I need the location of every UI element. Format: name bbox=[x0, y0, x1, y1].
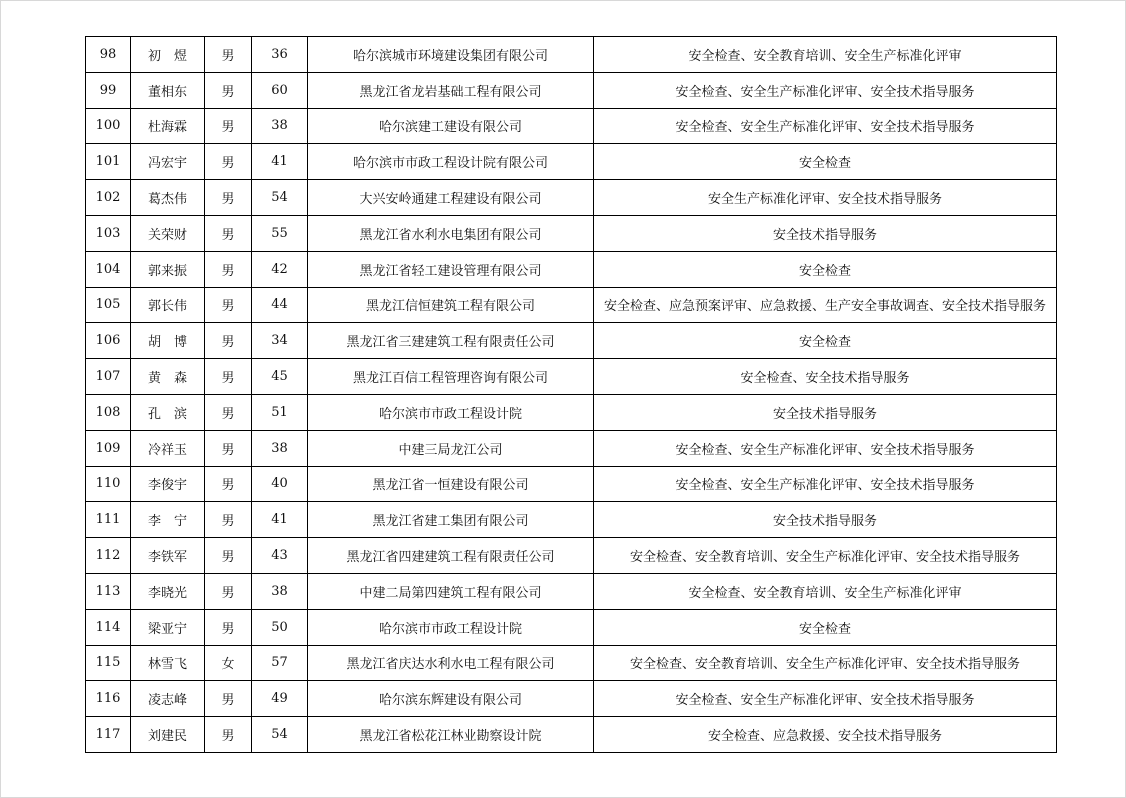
name-cell: 冷祥玉 bbox=[131, 430, 205, 466]
table-row bbox=[86, 394, 1057, 430]
service-scope-cell: 安全检查、安全生产标准化评审、安全技术指导服务 bbox=[594, 430, 1057, 466]
organization-cell: 黑龙江省庆达水利水电工程有限公司 bbox=[308, 645, 594, 681]
organization-cell: 黑龙江省松花江林业勘察设计院 bbox=[308, 717, 594, 753]
age-cell: 38 bbox=[252, 108, 308, 144]
service-scope-cell: 安全检查 bbox=[594, 144, 1057, 180]
service-scope-cell: 安全检查、应急救援、安全技术指导服务 bbox=[594, 717, 1057, 753]
gender-cell: 男 bbox=[205, 681, 252, 717]
name-cell: 林雪飞 bbox=[131, 645, 205, 681]
gender-cell: 男 bbox=[205, 215, 252, 251]
table-row bbox=[86, 108, 1057, 144]
name-cell: 郭来振 bbox=[131, 251, 205, 287]
organization-cell: 黑龙江省轻工建设管理有限公司 bbox=[308, 251, 594, 287]
row-number-cell: 106 bbox=[86, 323, 131, 359]
service-scope-cell: 安全检查、安全教育培训、安全生产标准化评审 bbox=[594, 573, 1057, 609]
gender-cell: 男 bbox=[205, 466, 252, 502]
gender-cell: 男 bbox=[205, 144, 252, 180]
name-cell: 杜海霖 bbox=[131, 108, 205, 144]
age-cell: 50 bbox=[252, 609, 308, 645]
organization-cell: 黑龙江信恒建筑工程有限公司 bbox=[308, 287, 594, 323]
name-cell: 郭长伟 bbox=[131, 287, 205, 323]
table-row bbox=[86, 37, 1057, 73]
name-cell: 李 宁 bbox=[131, 502, 205, 538]
service-scope-cell: 安全检查、安全生产标准化评审、安全技术指导服务 bbox=[594, 108, 1057, 144]
row-number-cell: 101 bbox=[86, 144, 131, 180]
row-number-cell: 99 bbox=[86, 72, 131, 108]
organization-cell: 黑龙江省四建建筑工程有限责任公司 bbox=[308, 538, 594, 574]
age-cell: 34 bbox=[252, 323, 308, 359]
age-cell: 42 bbox=[252, 251, 308, 287]
row-number-cell: 103 bbox=[86, 215, 131, 251]
service-scope-cell: 安全检查、安全生产标准化评审、安全技术指导服务 bbox=[594, 681, 1057, 717]
gender-cell: 女 bbox=[205, 645, 252, 681]
service-scope-cell: 安全检查、安全生产标准化评审、安全技术指导服务 bbox=[594, 466, 1057, 502]
name-cell: 初 煜 bbox=[131, 37, 205, 73]
organization-cell: 哈尔滨市市政工程设计院 bbox=[308, 394, 594, 430]
name-cell: 梁亚宁 bbox=[131, 609, 205, 645]
table-row bbox=[86, 287, 1057, 323]
name-cell: 凌志峰 bbox=[131, 681, 205, 717]
row-number-cell: 104 bbox=[86, 251, 131, 287]
age-cell: 54 bbox=[252, 717, 308, 753]
roster-body bbox=[86, 37, 1057, 753]
gender-cell: 男 bbox=[205, 37, 252, 73]
row-number-cell: 115 bbox=[86, 645, 131, 681]
organization-cell: 哈尔滨城市环境建设集团有限公司 bbox=[308, 37, 594, 73]
row-number-cell: 113 bbox=[86, 573, 131, 609]
table-row bbox=[86, 681, 1057, 717]
gender-cell: 男 bbox=[205, 538, 252, 574]
organization-cell: 黑龙江省三建建筑工程有限责任公司 bbox=[308, 323, 594, 359]
age-cell: 36 bbox=[252, 37, 308, 73]
row-number-cell: 117 bbox=[86, 717, 131, 753]
table-row bbox=[86, 180, 1057, 216]
name-cell: 刘建民 bbox=[131, 717, 205, 753]
table-row bbox=[86, 323, 1057, 359]
row-number-cell: 110 bbox=[86, 466, 131, 502]
gender-cell: 男 bbox=[205, 502, 252, 538]
age-cell: 38 bbox=[252, 430, 308, 466]
table-row bbox=[86, 502, 1057, 538]
age-cell: 57 bbox=[252, 645, 308, 681]
row-number-cell: 116 bbox=[86, 681, 131, 717]
age-cell: 51 bbox=[252, 394, 308, 430]
gender-cell: 男 bbox=[205, 394, 252, 430]
row-number-cell: 98 bbox=[86, 37, 131, 73]
name-cell: 李晓光 bbox=[131, 573, 205, 609]
table-row bbox=[86, 144, 1057, 180]
age-cell: 41 bbox=[252, 502, 308, 538]
service-scope-cell: 安全检查、安全生产标准化评审、安全技术指导服务 bbox=[594, 72, 1057, 108]
organization-cell: 哈尔滨市市政工程设计院有限公司 bbox=[308, 144, 594, 180]
organization-cell: 中建二局第四建筑工程有限公司 bbox=[308, 573, 594, 609]
age-cell: 60 bbox=[252, 72, 308, 108]
organization-cell: 哈尔滨东辉建设有限公司 bbox=[308, 681, 594, 717]
organization-cell: 哈尔滨市市政工程设计院 bbox=[308, 609, 594, 645]
age-cell: 55 bbox=[252, 215, 308, 251]
name-cell: 冯宏宇 bbox=[131, 144, 205, 180]
organization-cell: 黑龙江省龙岩基础工程有限公司 bbox=[308, 72, 594, 108]
name-cell: 黄 森 bbox=[131, 359, 205, 395]
gender-cell: 男 bbox=[205, 573, 252, 609]
organization-cell: 大兴安岭通建工程建设有限公司 bbox=[308, 180, 594, 216]
service-scope-cell: 安全技术指导服务 bbox=[594, 394, 1057, 430]
organization-cell: 中建三局龙江公司 bbox=[308, 430, 594, 466]
table-row bbox=[86, 573, 1057, 609]
row-number-cell: 109 bbox=[86, 430, 131, 466]
age-cell: 54 bbox=[252, 180, 308, 216]
table-row bbox=[86, 466, 1057, 502]
service-scope-cell: 安全检查、安全教育培训、安全生产标准化评审、安全技术指导服务 bbox=[594, 538, 1057, 574]
table-row bbox=[86, 215, 1057, 251]
gender-cell: 男 bbox=[205, 609, 252, 645]
gender-cell: 男 bbox=[205, 180, 252, 216]
organization-cell: 黑龙江省一恒建设有限公司 bbox=[308, 466, 594, 502]
row-number-cell: 107 bbox=[86, 359, 131, 395]
gender-cell: 男 bbox=[205, 287, 252, 323]
gender-cell: 男 bbox=[205, 359, 252, 395]
organization-cell: 黑龙江省建工集团有限公司 bbox=[308, 502, 594, 538]
organization-cell: 哈尔滨建工建设有限公司 bbox=[308, 108, 594, 144]
row-number-cell: 114 bbox=[86, 609, 131, 645]
name-cell: 李俊宇 bbox=[131, 466, 205, 502]
age-cell: 38 bbox=[252, 573, 308, 609]
gender-cell: 男 bbox=[205, 72, 252, 108]
age-cell: 41 bbox=[252, 144, 308, 180]
gender-cell: 男 bbox=[205, 323, 252, 359]
service-scope-cell: 安全技术指导服务 bbox=[594, 502, 1057, 538]
row-number-cell: 108 bbox=[86, 394, 131, 430]
expert-roster-table bbox=[85, 36, 1057, 753]
age-cell: 40 bbox=[252, 466, 308, 502]
table-row bbox=[86, 430, 1057, 466]
gender-cell: 男 bbox=[205, 108, 252, 144]
row-number-cell: 102 bbox=[86, 180, 131, 216]
service-scope-cell: 安全检查 bbox=[594, 323, 1057, 359]
gender-cell: 男 bbox=[205, 717, 252, 753]
age-cell: 45 bbox=[252, 359, 308, 395]
table-row bbox=[86, 72, 1057, 108]
name-cell: 关荣财 bbox=[131, 215, 205, 251]
row-number-cell: 111 bbox=[86, 502, 131, 538]
service-scope-cell: 安全生产标准化评审、安全技术指导服务 bbox=[594, 180, 1057, 216]
service-scope-cell: 安全检查、安全教育培训、安全生产标准化评审 bbox=[594, 37, 1057, 73]
name-cell: 胡 博 bbox=[131, 323, 205, 359]
gender-cell: 男 bbox=[205, 430, 252, 466]
gender-cell: 男 bbox=[205, 251, 252, 287]
name-cell: 董相东 bbox=[131, 72, 205, 108]
table-row bbox=[86, 609, 1057, 645]
age-cell: 43 bbox=[252, 538, 308, 574]
row-number-cell: 105 bbox=[86, 287, 131, 323]
table-row bbox=[86, 645, 1057, 681]
service-scope-cell: 安全检查、应急预案评审、应急救援、生产安全事故调查、安全技术指导服务 bbox=[594, 287, 1057, 323]
organization-cell: 黑龙江百信工程管理咨询有限公司 bbox=[308, 359, 594, 395]
row-number-cell: 112 bbox=[86, 538, 131, 574]
table-row bbox=[86, 359, 1057, 395]
name-cell: 葛杰伟 bbox=[131, 180, 205, 216]
service-scope-cell: 安全技术指导服务 bbox=[594, 215, 1057, 251]
age-cell: 44 bbox=[252, 287, 308, 323]
organization-cell: 黑龙江省水利水电集团有限公司 bbox=[308, 215, 594, 251]
service-scope-cell: 安全检查 bbox=[594, 251, 1057, 287]
name-cell: 李铁军 bbox=[131, 538, 205, 574]
service-scope-cell: 安全检查、安全技术指导服务 bbox=[594, 359, 1057, 395]
row-number-cell: 100 bbox=[86, 108, 131, 144]
name-cell: 孔 滨 bbox=[131, 394, 205, 430]
table-row bbox=[86, 717, 1057, 753]
service-scope-cell: 安全检查 bbox=[594, 609, 1057, 645]
service-scope-cell: 安全检查、安全教育培训、安全生产标准化评审、安全技术指导服务 bbox=[594, 645, 1057, 681]
table-row bbox=[86, 251, 1057, 287]
age-cell: 49 bbox=[252, 681, 308, 717]
table-row bbox=[86, 538, 1057, 574]
